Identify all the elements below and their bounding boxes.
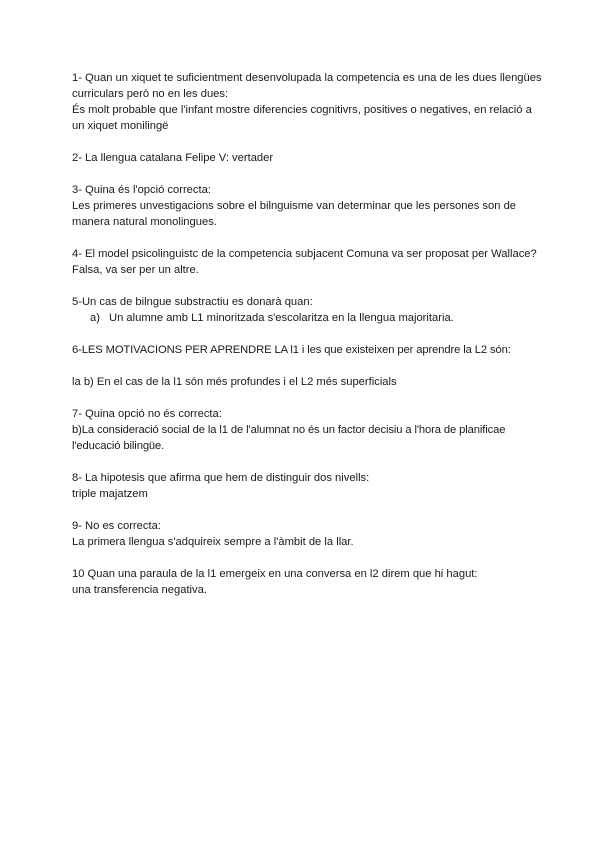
- question-2: [72, 150, 542, 166]
- question-9-prompt: 9- No es correcta:: [72, 520, 161, 532]
- question-8: [72, 470, 542, 502]
- question-6: [72, 342, 542, 358]
- question-8-prompt: 8- La hipotesis que afirma que hem de distinguir dos nivells:: [72, 472, 370, 484]
- question-1: [72, 70, 542, 134]
- question-7-prompt: 7- Quina opció no és correcta:: [72, 408, 222, 420]
- question-9: [72, 518, 542, 550]
- question-1-prompt: 1- Quan un xiquet te suficientment desenvolupada la competencia es una de les dues llengües curriculars però no en les dues:: [72, 72, 542, 100]
- document-page: [72, 70, 542, 614]
- question-10-prompt: 10 Quan una paraula de la l1 emergeix en una conversa en l2 direm que hi hagut:: [72, 568, 478, 580]
- question-6-prompt: 6-LES MOTIVACIONS PER APRENDRE LA l1 i les que existeixen per aprendre la L2 són:: [72, 344, 511, 356]
- question-2-text: 2- La llengua catalana Felipe V: vertader: [72, 152, 274, 164]
- question-4-text: 4- El model psicolinguistc de la competencia subjacent Comuna va ser proposat per Wallace? Falsa, va ser per un altre.: [72, 248, 537, 276]
- question-5-prompt: 5-Un cas de bilngue substractiu es donarà quan:: [72, 296, 313, 308]
- question-3-prompt: 3- Quina és l'opció correcta:: [72, 184, 211, 196]
- question-6-answer: la b) En el cas de la l1 són més profundes i el L2 més superficials: [72, 376, 397, 388]
- list-marker: a): [90, 312, 100, 324]
- question-3: [72, 182, 542, 230]
- question-10: [72, 566, 542, 598]
- question-5-answer: Un alumne amb L1 minoritzada s'escolaritza en la llengua majoritaria.: [109, 312, 454, 324]
- question-1-answer: És molt probable que l'infant mostre diferencies cognitivrs, positives o negatives, en relació a un xiquet monilingë: [72, 104, 532, 132]
- question-3-answer: Les primeres unvestigacions sobre el bilnguisme van determinar que les persones son de manera natural monolingues.: [72, 200, 517, 228]
- question-7-answer: b)La consideració social de la l1 de l'alumnat no és un factor decisiu a l'hora de planificae l'educació bilingüe.: [72, 424, 506, 452]
- question-9-answer: La primera llengua s'adquireix sempre a l'àmbit de la llar.: [72, 536, 354, 548]
- question-5-list-item: [72, 310, 542, 326]
- question-5: [72, 294, 542, 326]
- question-6-answer-block: [72, 374, 542, 390]
- question-4: [72, 246, 542, 278]
- question-8-answer: triple majatzem: [72, 488, 148, 500]
- question-10-answer: una transferencia negativa.: [72, 584, 207, 596]
- question-7: [72, 406, 542, 454]
